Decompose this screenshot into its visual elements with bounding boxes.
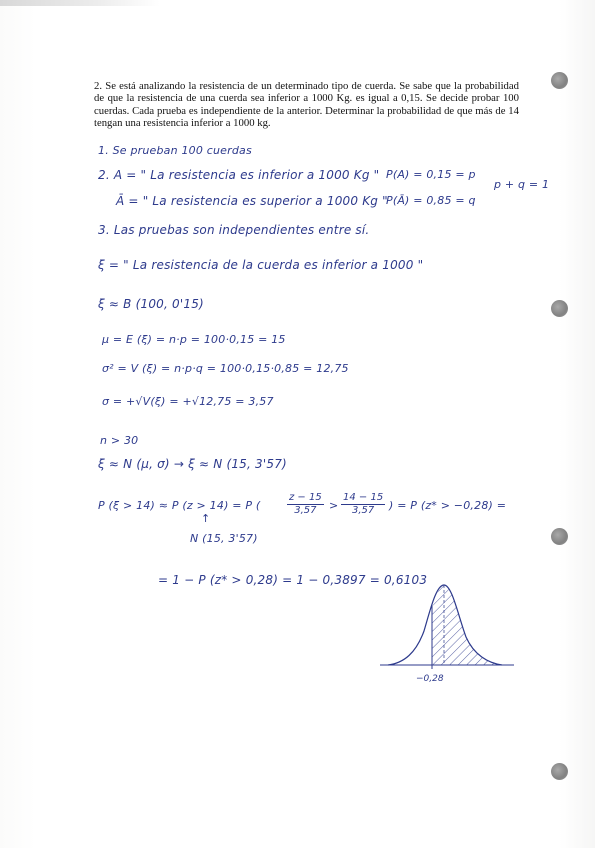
- cutoff-label: −0,28: [416, 674, 444, 684]
- problem-statement: 2. Se está analizando la resistencia de un determinado tipo de cuerda. Se sabe que la probabilidad de que la resistencia de una cuerda sea inferior a 1000 Kg. es igual a 0,15. Se decide probar 100 cuerdas. Cada prueba es independiente de la anterior. Determinar la probabilidad de que más de 14 tengan una resistencia inferior a 1000 kg.: [94, 80, 519, 130]
- p-plus-q: p + q = 1: [494, 178, 550, 191]
- fraction-value-numerator: 14 − 15: [343, 492, 384, 503]
- fraction-z: [287, 492, 324, 517]
- stddev-formula: σ = +√V(ξ) = +√12,75 = 3,57: [102, 395, 274, 408]
- event-abar-definition: Ā = " La resistencia es superior a 1000 Kg ": [116, 194, 388, 208]
- arrow-up-icon: ↑: [201, 512, 211, 525]
- normal-curve-svg: [378, 575, 518, 690]
- scan-edge-mark: [0, 0, 160, 6]
- normal-approximation: ξ ≈ N (μ, σ) → ξ ≈ N (15, 3'57): [98, 457, 287, 471]
- mean-formula: μ = E (ξ) = n·p = 100·0,15 = 15: [102, 333, 286, 346]
- final-result: = 1 − P (z* > 0,28) = 1 − 0,3897 = 0,6103: [158, 573, 428, 587]
- fraction-value-denominator: 3,57: [351, 505, 375, 516]
- xi-definition: ξ = " La resistencia de la cuerda es inferior a 1000 ": [98, 258, 424, 272]
- step-3: 3. Las pruebas son independientes entre sí.: [98, 223, 370, 237]
- fraction-value: [341, 492, 385, 517]
- variance-formula: σ² = V (ξ) = n·p·q = 100·0,15·0,85 = 12,75: [102, 362, 349, 375]
- event-a-definition: 2. A = " La resistencia es inferior a 1000 Kg ": [98, 168, 380, 182]
- shaded-area: [432, 585, 502, 665]
- binomial-model: ξ ≈ B (100, 0'15): [98, 297, 204, 311]
- event-abar-probability: P(Ā) = 0,85 = q: [386, 194, 476, 207]
- event-a-probability: P(A) = 0,15 = p: [386, 168, 476, 181]
- probability-lhs: P (ξ > 14) ≈ P (z > 14) = P (: [98, 499, 261, 512]
- punch-hole: [551, 300, 568, 317]
- punch-hole: [551, 72, 568, 89]
- greater-than-sign: >: [329, 499, 339, 512]
- normal-curve-sketch: [378, 575, 518, 690]
- n-condition: n > 30: [100, 434, 139, 447]
- probability-rhs: ) = P (z* > −0,28) =: [389, 499, 507, 512]
- step-1: 1. Se prueban 100 cuerdas: [98, 144, 252, 157]
- normal-note: N (15, 3'57): [190, 532, 258, 545]
- fraction-z-denominator: 3,57: [294, 505, 317, 516]
- punch-hole: [551, 763, 568, 780]
- punch-hole: [551, 528, 568, 545]
- fraction-z-numerator: z − 15: [289, 492, 322, 503]
